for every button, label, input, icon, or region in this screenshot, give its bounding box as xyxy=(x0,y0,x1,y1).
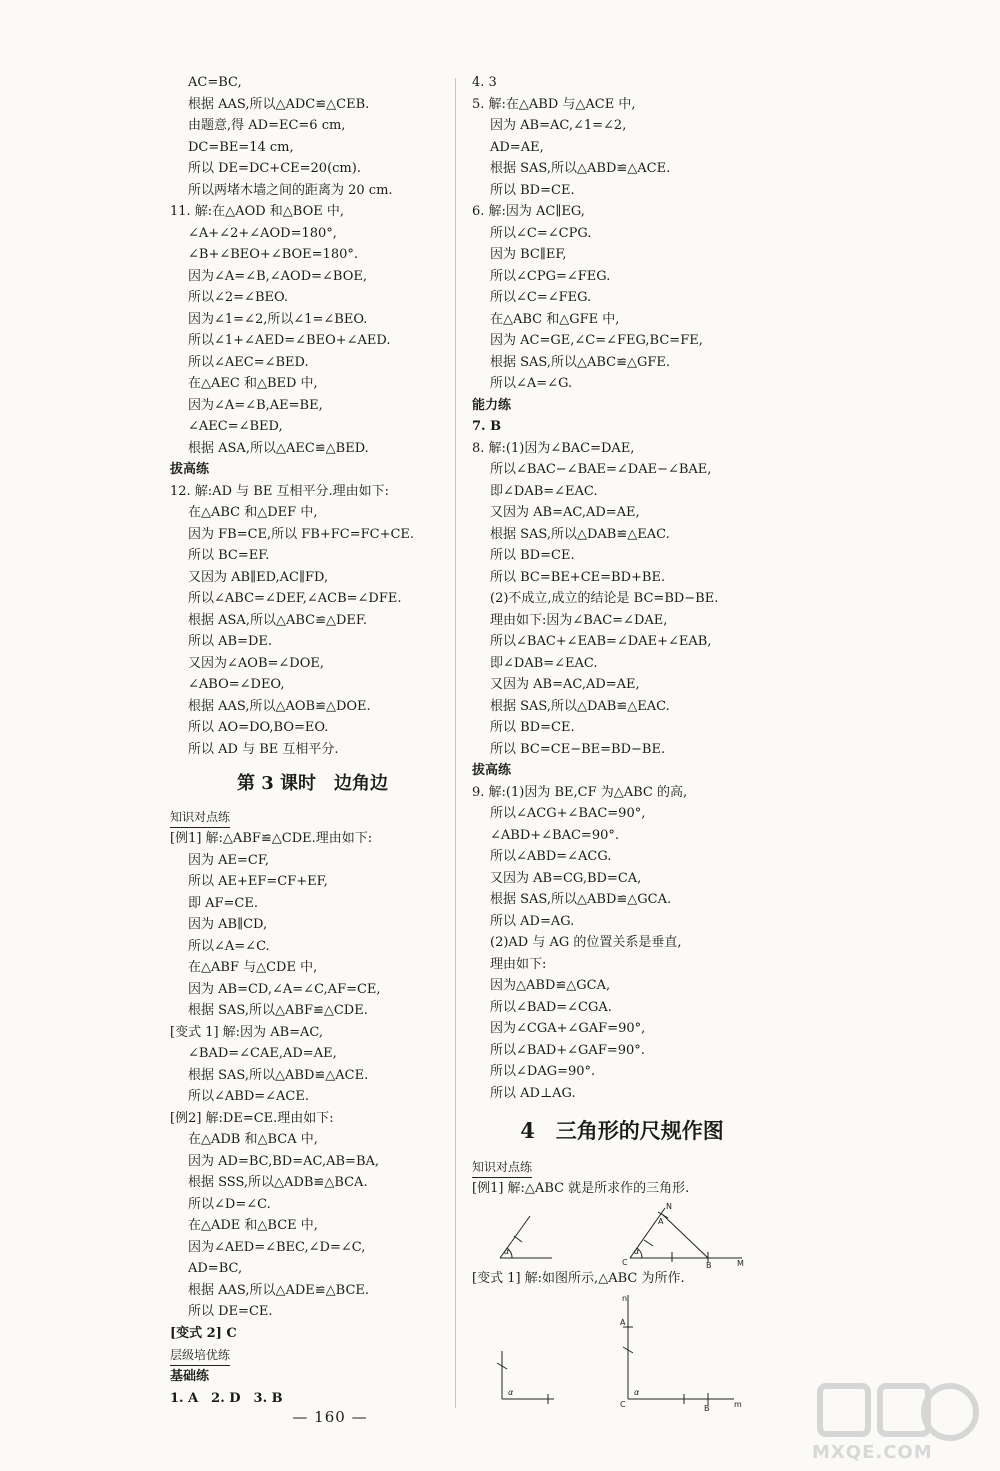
section-label-tigaolian: 拔高练 xyxy=(170,462,210,477)
text-line: 所以 BC=BE+CE=BD+BE. xyxy=(490,569,666,585)
text-line: 根据 SAS,所以△ABD≌△GCA. xyxy=(490,892,672,907)
arc-tick xyxy=(644,1240,653,1246)
text-line: 理由如下: xyxy=(490,956,547,972)
text-line: 根据 SAS,所以△DAB≌△EAC. xyxy=(490,526,670,542)
text-line: 因为 AB=CD,∠A=∠C,AF=CE, xyxy=(188,981,381,997)
answer-part1 xyxy=(170,72,455,201)
text-line: 所以∠BAC+∠EAB=∠DAE+∠EAB, xyxy=(490,634,712,649)
question-head: 5. 解:在△ABD 与△ACE 中, xyxy=(472,96,636,112)
text-line: 所以 AD=AG. xyxy=(490,913,575,929)
question-8 xyxy=(472,438,772,761)
text-line: 因为 BC∥EF, xyxy=(490,247,567,262)
right-column xyxy=(472,72,772,1419)
text-line: AC=BC, xyxy=(188,75,242,90)
lesson-title: 第 3 课时 边角边 xyxy=(236,773,389,794)
label-a: A xyxy=(658,1216,664,1226)
label-a: A xyxy=(620,1318,626,1327)
label-c: C xyxy=(622,1257,628,1267)
text-line: 所以∠1+∠AED=∠BEO+∠AED. xyxy=(188,333,391,348)
question-head: 8. 解:(1)因为∠BAC=DAE, xyxy=(472,440,635,456)
question-head: 6. 解:因为 AC∥EG, xyxy=(472,204,585,219)
text-line: 因为∠A=∠B,∠AOD=∠BOE, xyxy=(188,268,367,284)
variant-2: [变式 2] C xyxy=(170,1325,237,1341)
figure-right-triangle-construction xyxy=(472,1289,772,1419)
example-head: [例2] 解:DE=CE.理由如下: xyxy=(170,1110,334,1126)
label-m: M xyxy=(737,1258,744,1268)
text-line: 根据 AAS,所以△ADC≌△CEB. xyxy=(188,96,370,112)
text-line: 根据 SSS,所以△ADB≌△BCA. xyxy=(188,1175,368,1190)
label-n: N xyxy=(666,1201,672,1211)
tag-cengji: 层级培优练 xyxy=(170,1345,230,1366)
text-line: 所以∠BAD=∠CGA. xyxy=(490,999,612,1015)
text-line: 所以∠BAC−∠BAE=∠DAE−∠BAE, xyxy=(490,462,712,477)
construction-figure-1 xyxy=(472,1200,772,1268)
watermark-text: MXQE.COM xyxy=(812,1442,933,1463)
text-line: 因为△ABD≌△GCA, xyxy=(490,978,611,993)
text-line: 所以 BD=CE. xyxy=(490,720,575,735)
text-line: 所以 BC=CE−BE=BD−BE. xyxy=(490,741,666,757)
text-line: ∠B+∠BEO+∠BOE=180°. xyxy=(188,247,358,262)
question-9 xyxy=(472,782,772,1105)
text-line: 所以∠D=∠C. xyxy=(188,1196,271,1212)
text-line: 又因为∠AOB=∠DOE, xyxy=(188,655,324,671)
text-line: 因为∠A=∠B,AE=BE, xyxy=(188,397,323,413)
side-ab xyxy=(662,1214,708,1258)
text-line: 根据 SAS,所以△ABF≌△CDE. xyxy=(188,1003,368,1018)
text-line: 所以 DE=CE. xyxy=(188,1304,273,1319)
label-alpha: α xyxy=(508,1388,514,1397)
text-line: (2)AD 与 AG 的位置关系是垂直, xyxy=(490,935,682,950)
text-line: 根据 ASA,所以△ABC≌△DEF. xyxy=(188,612,368,628)
text-line: 所以 AD⊥AG. xyxy=(490,1085,576,1101)
text-line: ∠BAD=∠CAE,AD=AE, xyxy=(188,1046,337,1061)
example-1 xyxy=(170,828,455,1022)
text-line: ∠ABD+∠BAC=90°. xyxy=(490,827,619,843)
label-b: B xyxy=(704,1404,710,1413)
column-divider xyxy=(455,78,456,1408)
text-line: 所以 AD 与 BE 互相平分. xyxy=(188,741,339,757)
text-line: 在△ADE 和△BCE 中, xyxy=(188,1218,318,1233)
text-line: 所以 AB=DE. xyxy=(188,634,273,649)
text-line: 又因为 AB∥ED,AC∥FD, xyxy=(188,569,329,585)
page-number: — 160 — xyxy=(292,1408,368,1426)
example-1-construction: [例1] 解:△ABC 就是所求作的三角形. xyxy=(472,1181,690,1196)
text-line: ∠AEC=∠BED, xyxy=(188,419,283,434)
tag-zhishi: 知识对点练 xyxy=(472,1157,532,1178)
label-alpha: α xyxy=(634,1246,640,1256)
variant-1-construction: [变式 1] 解:如图所示,△ABC 为所作. xyxy=(472,1270,685,1286)
section-4-title: 4 三角形的尺规作图 xyxy=(520,1118,724,1143)
text-line: 所以∠BAD+∠GAF=90°. xyxy=(490,1042,645,1058)
text-line: 根据 ASA,所以△AEC≌△BED. xyxy=(188,440,369,456)
text-line: 根据 AAS,所以△AOB≌△DOE. xyxy=(188,698,371,714)
text-line: 所以 DE=DC+CE=20(cm). xyxy=(188,161,361,176)
text-line: 即∠DAB=∠EAC. xyxy=(490,483,598,499)
question-11 xyxy=(170,201,455,459)
text-line: AD=AE, xyxy=(490,139,544,155)
text-line: 由题意,得 AD=EC=6 cm, xyxy=(188,118,346,133)
label-alpha: α xyxy=(634,1388,640,1397)
question-head: 9. 解:(1)因为 BE,CF 为△ABC 的高, xyxy=(472,784,688,800)
text-line: 因为 FB=CE,所以 FB+FC=FC+CE. xyxy=(188,526,415,542)
text-line: 所以∠A=∠G. xyxy=(490,376,573,391)
text-line: 又因为 AB=CG,BD=CA, xyxy=(490,870,642,886)
text-line: 所以∠C=∠CPG. xyxy=(490,225,592,241)
text-line: AD=BC, xyxy=(188,1261,243,1276)
left-column xyxy=(170,72,455,1409)
text-line: 因为 AB=AC,∠1=∠2, xyxy=(490,118,627,133)
example-head: [例1] 解:△ABF≌△CDE.理由如下: xyxy=(170,831,373,846)
question-head: 11. 解:在△AOD 和△BOE 中, xyxy=(170,204,344,219)
answers-1-3: 1. A 2. D 3. B xyxy=(170,1390,283,1406)
text-line: 在△ABC 和△DEF 中, xyxy=(188,505,318,520)
text-line: 即∠DAB=∠EAC. xyxy=(490,655,598,671)
text-line: 所以 AO=DO,BO=EO. xyxy=(188,720,329,735)
question-head: 12. 解:AD 与 BE 互相平分.理由如下: xyxy=(170,483,389,499)
text-line: 因为 AC=GE,∠C=∠FEG,BC=FE, xyxy=(490,333,703,348)
figure-triangle-construction xyxy=(472,1200,772,1268)
variant-head: [变式 1] 解:因为 AB=AC, xyxy=(170,1024,324,1040)
text-line: 所以 BD=CE. xyxy=(490,548,575,563)
tag-zhishi: 知识对点练 xyxy=(170,807,230,828)
text-line: 因为 AB∥CD, xyxy=(188,917,268,932)
text-line: 因为 AD=BC,BD=AC,AB=BA, xyxy=(188,1153,380,1169)
variant-1 xyxy=(170,1022,455,1108)
text-line: (2)不成立,成立的结论是 BC=BD−BE. xyxy=(490,591,719,606)
text-line: 所以两堵木墙之间的距离为 20 cm. xyxy=(188,182,393,198)
construction-figure-2 xyxy=(472,1289,772,1419)
text-line: 根据 AAS,所以△ADE≌△BCE. xyxy=(188,1282,370,1298)
watermark-block-1 xyxy=(820,1386,868,1434)
text-line: 所以∠DAG=90°. xyxy=(490,1064,596,1079)
arc-tick xyxy=(514,1236,522,1242)
text-line: DC=BE=14 cm, xyxy=(188,139,294,155)
text-line: ∠ABO=∠DEO, xyxy=(188,677,285,692)
question-12 xyxy=(170,481,455,761)
text-line: 所以∠C=∠FEG. xyxy=(490,290,592,305)
text-line: 即 AF=CE. xyxy=(188,895,259,911)
label-b: B xyxy=(706,1260,712,1268)
text-line: 在△ABF 与△CDE 中, xyxy=(188,960,318,975)
section-label-jichu: 基础练 xyxy=(170,1369,210,1384)
text-line: 在△ABC 和△GFE 中, xyxy=(490,311,620,327)
text-line: 所以 AE+EF=CF+EF, xyxy=(188,874,328,889)
example-2 xyxy=(170,1108,455,1323)
answer-4: 4. 3 xyxy=(472,75,497,90)
text-line: 因为∠CGA+∠GAF=90°, xyxy=(490,1021,646,1036)
text-line: 在△AEC 和△BED 中, xyxy=(188,376,318,391)
watermark-circle xyxy=(924,1386,976,1438)
text-line: 所以∠2=∠BEO. xyxy=(188,290,289,305)
text-line: 所以∠CPG=∠FEG. xyxy=(490,268,611,284)
label-c: C xyxy=(620,1400,626,1409)
text-line: 根据 SAS,所以△ABD≌△ACE. xyxy=(188,1067,369,1083)
text-line: 所以∠ABD=∠ACG. xyxy=(490,849,612,864)
text-line: 根据 SAS,所以△DAB≌△EAC. xyxy=(490,698,670,714)
text-line: 所以∠ABC=∠DEF,∠ACB=∠DFE. xyxy=(188,591,402,606)
label-alpha: α xyxy=(504,1246,510,1256)
text-line: 又因为 AB=AC,AD=AE, xyxy=(490,505,640,520)
text-line: 所以∠ABD=∠ACE. xyxy=(188,1089,309,1104)
watermark-block-2 xyxy=(880,1386,928,1434)
question-5 xyxy=(472,94,772,202)
text-line: 所以 BC=EF. xyxy=(188,548,270,563)
section-label-tigaolian: 拔高练 xyxy=(472,763,512,778)
section-label-nengli: 能力练 xyxy=(472,397,512,413)
text-line: 所以∠A=∠C. xyxy=(188,938,270,954)
text-line: 理由如下:因为∠BAC=∠DAE, xyxy=(490,612,668,628)
text-line: 所以∠ACG+∠BAC=90°, xyxy=(490,806,646,821)
label-m-lower: m xyxy=(734,1400,742,1409)
text-line: ∠A+∠2+∠AOD=180°, xyxy=(188,225,337,241)
text-line: 因为∠AED=∠BEC,∠D=∠C, xyxy=(188,1239,366,1255)
text-line: 又因为 AB=AC,AD=AE, xyxy=(490,677,640,692)
text-line: 根据 SAS,所以△ABD≌△ACE. xyxy=(490,161,671,176)
label-n-lower: n xyxy=(622,1294,628,1303)
question-6 xyxy=(472,201,772,395)
text-line: 因为∠1=∠2,所以∠1=∠BEO. xyxy=(188,311,368,327)
answer-7: 7. B xyxy=(472,419,502,434)
text-line: 在△ADB 和△BCA 中, xyxy=(188,1132,318,1147)
text-line: 因为 AE=CF, xyxy=(188,852,269,868)
text-line: 所以 BD=CE. xyxy=(490,182,575,198)
text-line: 所以∠AEC=∠BED. xyxy=(188,354,309,370)
text-line: 根据 SAS,所以△ABC≌△GFE. xyxy=(490,354,671,370)
